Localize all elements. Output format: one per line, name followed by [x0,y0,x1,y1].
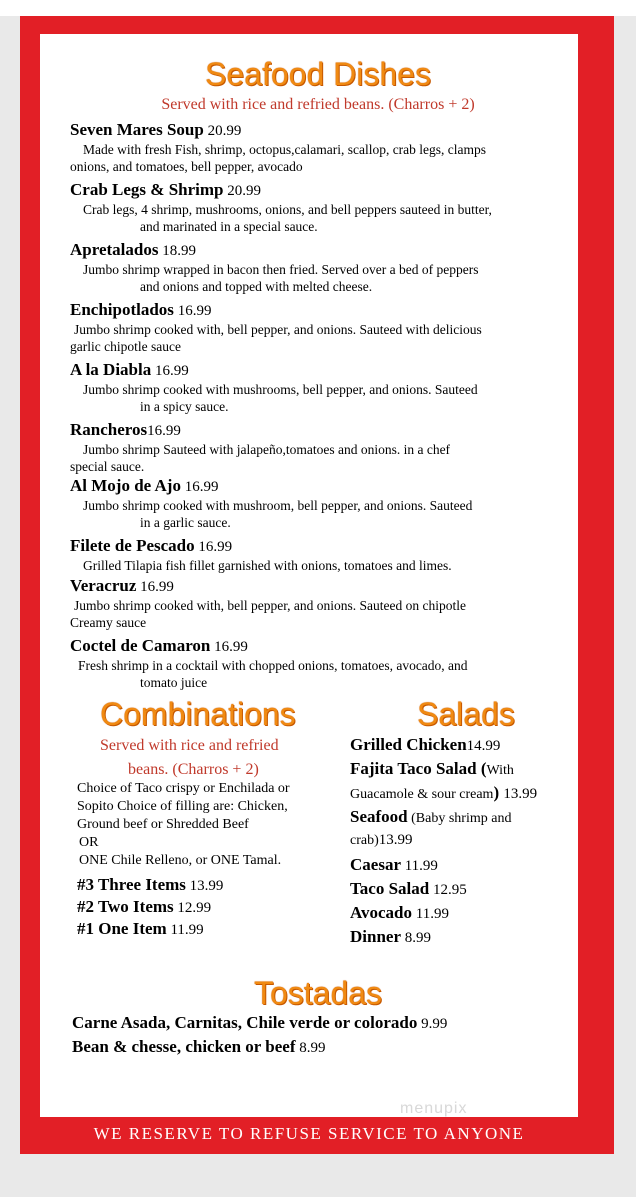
combination-item-price: 11.99 [166,922,204,938]
salad-item-price: 11.99 [412,906,449,922]
seafood-item-desc: tomato juice [140,675,208,690]
seafood-item [70,180,580,235]
seafood-item-header [70,576,580,596]
combinations-desc-line: Choice of Taco crispy or Enchilada or [77,781,290,796]
seafood-item-header [70,240,580,260]
seafood-item-header [70,476,580,496]
seafood-item-name: Apretalados [70,240,159,259]
tostada-item [72,1013,572,1037]
seafood-item-desc: Made with fresh Fish, shrimp, octopus,calamari, scallop, crab legs, clamps [83,142,487,157]
combinations-items [77,875,347,941]
seafood-item-desc: Grilled Tilapia fish fillet garnished with onions, tomatoes and limes. [83,558,452,573]
seafood-item-desc: Jumbo shrimp cooked with mushrooms, bell pepper, and onions. Sauteed [83,382,478,397]
seafood-item-desc: in a spicy sauce. [140,399,229,414]
seafood-title: Seafood Dishes [205,56,431,92]
salad-item-price: 8.99 [401,930,431,946]
seafood-item-price: 18.99 [158,243,196,259]
salads-items [350,735,580,951]
seafood-item-desc: Creamy sauce [70,615,147,630]
seafood-item [70,360,580,415]
seafood-item [70,636,580,691]
salad-item-name: Fajita Taco Salad ( [350,759,487,778]
combinations-desc-line: Sopito Choice of filling are: Chicken, [77,799,288,814]
footer-notice: WE RESERVE TO REFUSE SERVICE TO ANYONE [93,1124,525,1143]
salad-item-name: Caesar [350,855,401,874]
seafood-item-desc: Fresh shrimp in a cocktail with chopped onions, tomatoes, avocado, and [78,658,468,673]
seafood-item-name: Rancheros [70,420,148,439]
salad-item [350,831,580,855]
seafood-item-price: 16.99 [147,423,181,439]
combination-item-price: 13.99 [185,878,224,894]
combinations-note-2: beans. (Charros + 2) [128,761,259,778]
seafood-item-header [70,420,580,440]
salad-item-name: Grilled Chicken [350,735,467,754]
seafood-item-desc: Crab legs, 4 shrimp, mushrooms, onions, and bell peppers sauteed in butter, [83,202,492,217]
seafood-item-desc: Jumbo shrimp cooked with, bell pepper, and onions. Sauteed on chipotle [74,598,467,613]
combinations-note-1: Served with rice and refried [100,737,279,754]
seafood-item-header [70,180,580,200]
combination-item-name: #1 One Item [77,919,167,938]
seafood-item-desc: Jumbo shrimp cooked with mushroom, bell pepper, and onions. Sauteed [83,498,473,513]
combination-item-name: #2 Two Items [77,897,174,916]
seafood-item-price: 16.99 [136,579,174,595]
salad-item-price: 13.99 [378,832,413,848]
seafood-item-name: Crab Legs & Shrimp [70,180,224,199]
combinations-title: Combinations [100,696,296,732]
seafood-item-desc: onions, and tomatoes, bell pepper, avocado [70,159,303,174]
salad-item-name: Seafood [350,807,408,826]
tostada-item [72,1037,572,1061]
combination-item [77,919,347,941]
salad-item [350,807,580,831]
seafood-item-name: Enchipotlados [70,300,174,319]
seafood-item-price: 16.99 [173,303,212,319]
seafood-item [70,420,580,475]
seafood-item [70,576,580,631]
salad-item-detail: crab) [350,833,379,848]
salad-item-name: Dinner [350,927,401,946]
tostada-item-name: Carne Asada, Carnitas, Chile verde or colorado [72,1013,418,1032]
salad-item [350,735,580,759]
salad-item-price: 11.99 [400,858,438,874]
salads-title: Salads [417,696,515,732]
seafood-item-desc: and marinated in a special sauce. [140,219,318,234]
combination-item [77,897,347,919]
combination-item-price: 12.99 [173,900,212,916]
salad-item-price: 14.99 [466,738,501,754]
watermark: menupix [400,1100,468,1117]
seafood-item-name: Seven Mares Soup [70,120,204,139]
seafood-item-desc: Jumbo shrimp Sauteed with jalapeño,tomatoes and onions. in a chef [83,442,451,457]
seafood-item-desc: Jumbo shrimp wrapped in bacon then fried. Served over a bed of peppers [83,262,479,277]
seafood-item-price: 20.99 [203,123,242,139]
combinations-desc-line: Ground beef or Shredded Beef [77,817,249,832]
salad-item-price: 12.95 [429,882,467,898]
salad-item-detail: (Baby shrimp and [407,811,512,826]
seafood-item-name: Veracruz [70,576,137,595]
combinations-desc-line: OR [79,835,99,850]
salad-item [350,759,580,783]
seafood-item-desc: Jumbo shrimp cooked with, bell pepper, and onions. Sauteed with delicious [74,322,482,337]
combinations-desc-line: ONE Chile Relleno, or ONE Tamal. [79,853,282,868]
salad-item [350,783,580,807]
seafood-item-name: A la Diabla [70,360,152,379]
seafood-item-price: 16.99 [210,639,248,655]
seafood-item-price: 16.99 [151,363,189,379]
seafood-item [70,240,580,295]
seafood-item-header [70,300,580,320]
seafood-item [70,536,580,574]
tostadas-items [72,1013,572,1061]
seafood-item-price: 16.99 [180,479,219,495]
seafood-item-price: 20.99 [223,183,261,199]
seafood-item-name: Coctel de Camaron [70,636,211,655]
seafood-item-desc: special sauce. [70,459,145,474]
seafood-item-name: Filete de Pescado [70,536,195,555]
tostada-item-price: 9.99 [417,1016,448,1032]
salad-item [350,903,580,927]
seafood-item-price: 16.99 [194,539,233,555]
seafood-item-header [70,120,580,140]
seafood-item [70,476,580,531]
tostadas-title: Tostadas [253,975,383,1011]
salad-item-detail: Guacamole & sour cream [350,787,494,802]
combination-item [77,875,347,897]
seafood-item-header [70,636,580,656]
salad-item-price: 13.99 [503,786,538,802]
tostada-item-name: Bean & chesse, chicken or beef [72,1037,296,1056]
combination-item-name: #3 Three Items [77,875,186,894]
seafood-item-header [70,536,580,556]
salad-item-name: Avocado [350,903,413,922]
seafood-item [70,300,580,355]
salad-item [350,879,580,903]
seafood-item-desc: garlic chipotle sauce [70,339,181,354]
combinations-description [77,780,347,870]
tostada-item-price: 8.99 [295,1040,326,1056]
salad-item-close: ) [493,783,504,802]
seafood-note: Served with rice and refried beans. (Charros + 2) [161,96,475,113]
seafood-item-desc: in a garlic sauce. [140,515,231,530]
salad-item [350,927,580,951]
seafood-item [70,120,580,175]
seafood-item-desc: and onions and topped with melted cheese. [140,279,373,294]
top-margin [0,0,636,16]
salad-item-detail: With [486,763,514,778]
seafood-item-header [70,360,580,380]
salad-item-name: Taco Salad [350,879,430,898]
salad-item [350,855,580,879]
seafood-item-name: Al Mojo de Ajo [70,476,181,495]
